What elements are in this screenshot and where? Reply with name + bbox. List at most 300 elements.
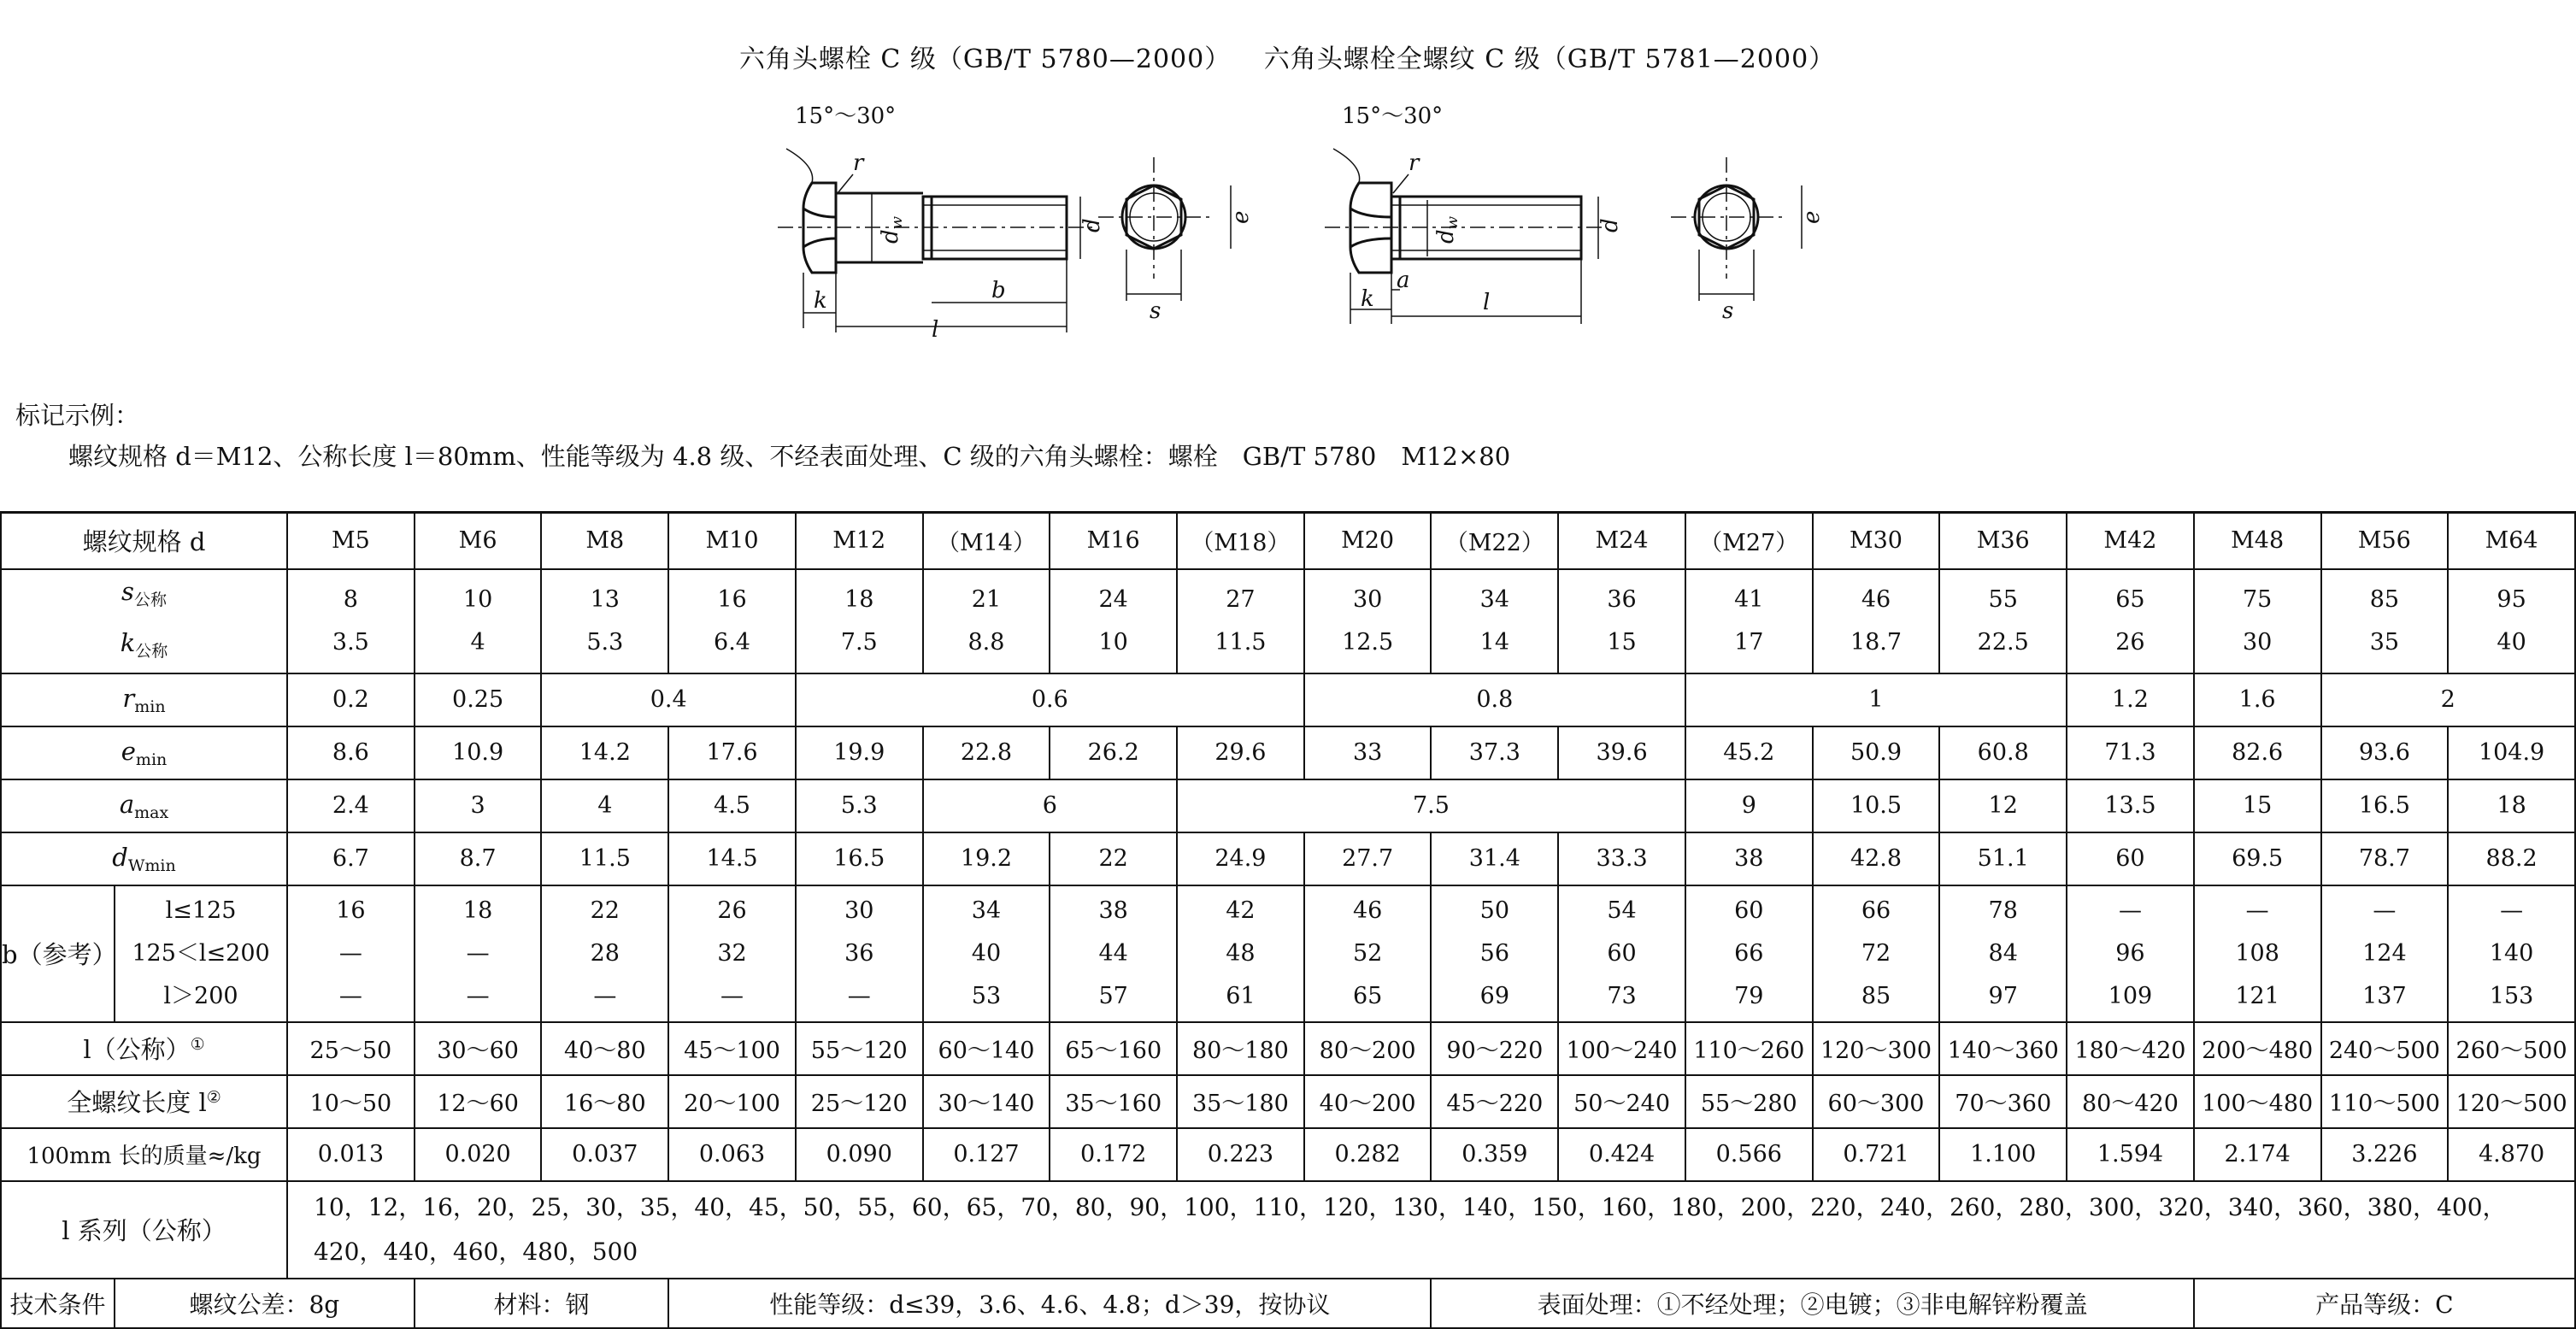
l-nominal-value: 200～480 bbox=[2194, 1022, 2321, 1075]
b-value: 69 bbox=[1479, 982, 1510, 1009]
svg-text:k: k bbox=[814, 288, 827, 314]
b-value: 18 bbox=[462, 897, 493, 924]
e-min-value: 14.2 bbox=[541, 726, 668, 779]
b-value-cell bbox=[1304, 885, 1432, 1022]
l-nominal-label bbox=[1, 1022, 287, 1075]
dw-min-value: 6.7 bbox=[287, 832, 415, 885]
e-min-value: 37.3 bbox=[1431, 726, 1558, 779]
l-nominal-value: 240～500 bbox=[2321, 1022, 2449, 1075]
mass-value: 1.594 bbox=[2067, 1128, 2194, 1181]
b-value-cell bbox=[2067, 885, 2194, 1022]
a-max-value: 5.3 bbox=[796, 779, 923, 832]
e-min-value: 8.6 bbox=[287, 726, 415, 779]
s-label bbox=[2, 570, 286, 621]
b-value: 50 bbox=[1479, 897, 1510, 924]
s-value: 65 bbox=[2115, 585, 2145, 613]
svg-text:l: l bbox=[932, 317, 939, 343]
header-label-cell: 螺纹规格 d bbox=[1, 513, 287, 569]
l-series-line-1: 10，12，16，20，25，30，35，40，45，50，55，60，65，70，80，90，100，110，120，130，140，150，160，180，200，220，240，260，280，300，320，340，360，380，400， bbox=[314, 1192, 2507, 1221]
full-thread-value: 10～50 bbox=[287, 1075, 415, 1128]
k-value: 10 bbox=[1098, 628, 1128, 656]
b-value-cell bbox=[287, 885, 415, 1022]
title-left: 六角头螺栓 C 级（GB/T 5780—2000） bbox=[738, 44, 1232, 74]
size-header-cell: M20 bbox=[1304, 513, 1432, 569]
svg-text:r: r bbox=[853, 150, 864, 176]
l-nominal-value: 110～260 bbox=[1685, 1022, 1813, 1075]
e-min-value: 50.9 bbox=[1813, 726, 1940, 779]
b-value: 60 bbox=[1734, 897, 1764, 924]
a-max-value: 15 bbox=[2194, 779, 2321, 832]
l-nominal-value: 120～300 bbox=[1813, 1022, 1940, 1075]
l-nominal-value: 180～420 bbox=[2067, 1022, 2194, 1075]
full-thread-value: 70～360 bbox=[1939, 1075, 2067, 1128]
title-right: 六角头螺栓全螺纹 C 级（GB/T 5781—2000） bbox=[1263, 44, 1836, 74]
full-thread-value: 110～500 bbox=[2321, 1075, 2449, 1128]
b-value: 57 bbox=[1098, 982, 1128, 1009]
a-max-value: 4 bbox=[541, 779, 668, 832]
l-nominal-value: 90～220 bbox=[1431, 1022, 1558, 1075]
k-label bbox=[2, 621, 286, 673]
mass-value: 0.013 bbox=[287, 1128, 415, 1181]
svg-text:k: k bbox=[1361, 286, 1374, 312]
s-k-value-cell bbox=[1431, 569, 1558, 673]
full-thread-value: 16～80 bbox=[541, 1075, 668, 1128]
k-value: 14 bbox=[1479, 628, 1510, 656]
s-k-value-cell bbox=[1813, 569, 1940, 673]
b-value-cell bbox=[1813, 885, 1940, 1022]
dw-min-value: 11.5 bbox=[541, 832, 668, 885]
l-series-label: l 系列（公称） bbox=[1, 1181, 287, 1279]
dw-min-value: 78.7 bbox=[2321, 832, 2449, 885]
r-min-value: 0.25 bbox=[415, 673, 542, 726]
s-value: 16 bbox=[717, 585, 747, 613]
mass-value: 0.172 bbox=[1050, 1128, 1177, 1181]
b-value-cell bbox=[668, 885, 796, 1022]
b-value: 96 bbox=[2115, 939, 2145, 967]
b-value: 137 bbox=[2362, 982, 2407, 1009]
b-value: — bbox=[338, 982, 362, 1009]
mass-value: 0.127 bbox=[923, 1128, 1050, 1181]
b-value: 121 bbox=[2235, 982, 2279, 1009]
size-header-cell: M30 bbox=[1813, 513, 1940, 569]
b-value: 108 bbox=[2235, 939, 2279, 967]
s-value: 24 bbox=[1098, 585, 1128, 613]
b-condition-cell bbox=[115, 885, 287, 1022]
b-value: 48 bbox=[1226, 939, 1256, 967]
b-value: — bbox=[2245, 897, 2269, 924]
s-k-value-cell bbox=[1685, 569, 1813, 673]
r-min-value: 2 bbox=[2321, 673, 2575, 726]
s-value: 41 bbox=[1734, 585, 1764, 613]
full-thread-label-text: 全螺纹长度 l bbox=[67, 1088, 207, 1117]
marking-example-label: 标记示例： bbox=[15, 401, 140, 430]
s-k-value-cell bbox=[287, 569, 415, 673]
mass-value: 0.037 bbox=[541, 1128, 668, 1181]
b-value: — bbox=[338, 939, 362, 967]
e-min-value: 45.2 bbox=[1685, 726, 1813, 779]
k-value: 7.5 bbox=[840, 628, 878, 656]
full-thread-value: 120～500 bbox=[2448, 1075, 2575, 1128]
svg-text:e: e bbox=[1799, 210, 1825, 224]
b-condition: l≤125 bbox=[165, 897, 237, 924]
full-thread-value: 20～100 bbox=[668, 1075, 796, 1128]
s-subscript: 公称 bbox=[133, 590, 167, 609]
dw-min-value: 14.5 bbox=[668, 832, 796, 885]
svg-text:15°～30°: 15°～30° bbox=[1342, 103, 1444, 129]
full-thread-label bbox=[1, 1075, 287, 1128]
dw-min-value: 33.3 bbox=[1558, 832, 1685, 885]
b-value: — bbox=[847, 982, 871, 1009]
b-value: 34 bbox=[971, 897, 1002, 924]
e-min-value: 19.9 bbox=[796, 726, 923, 779]
a-max-value: 9 bbox=[1685, 779, 1813, 832]
b-value-cell bbox=[2321, 885, 2449, 1022]
r-min-label-symbol: r bbox=[122, 683, 135, 713]
l-nominal-value: 80～200 bbox=[1304, 1022, 1432, 1075]
b-value: 79 bbox=[1734, 982, 1764, 1009]
e-min-value: 71.3 bbox=[2067, 726, 2194, 779]
l-nominal-value: 80～180 bbox=[1177, 1022, 1304, 1075]
svg-text:s: s bbox=[1722, 298, 1734, 324]
k-value: 22.5 bbox=[1977, 628, 2029, 656]
s-value: 13 bbox=[590, 585, 620, 613]
r-min-value: 1.6 bbox=[2194, 673, 2321, 726]
k-value: 40 bbox=[2497, 628, 2526, 656]
full-thread-value: 40～200 bbox=[1304, 1075, 1432, 1128]
dw-min-value: 42.8 bbox=[1813, 832, 1940, 885]
s-value: 18 bbox=[844, 585, 874, 613]
b-value: 30 bbox=[844, 897, 874, 924]
dw-min-value: 88.2 bbox=[2448, 832, 2575, 885]
dw-min-value: 51.1 bbox=[1939, 832, 2067, 885]
k-value: 15 bbox=[1607, 628, 1637, 656]
b-value: — bbox=[2500, 897, 2524, 924]
s-k-value-cell bbox=[2448, 569, 2575, 673]
b-value-cell bbox=[1685, 885, 1813, 1022]
size-header-cell: M8 bbox=[541, 513, 668, 569]
r-min-label bbox=[1, 673, 287, 726]
b-value: 52 bbox=[1352, 939, 1383, 967]
b-value: 153 bbox=[2489, 982, 2534, 1009]
dw-min-label-symbol: d bbox=[112, 842, 128, 872]
svg-text:dw: dw bbox=[1433, 215, 1461, 244]
s-symbol: s bbox=[121, 576, 134, 606]
l-nominal-value: 100～240 bbox=[1558, 1022, 1685, 1075]
e-min-label-subscript: min bbox=[135, 750, 168, 769]
mass-value: 0.090 bbox=[796, 1128, 923, 1181]
l-nominal-value: 30～60 bbox=[415, 1022, 542, 1075]
k-value: 5.3 bbox=[586, 628, 624, 656]
e-min-value: 26.2 bbox=[1050, 726, 1177, 779]
s-value: 85 bbox=[2369, 585, 2400, 613]
b-value: 65 bbox=[1352, 982, 1383, 1009]
full-thread-value: 60～300 bbox=[1813, 1075, 1940, 1128]
k-value: 18.7 bbox=[1850, 628, 1903, 656]
full-thread-value: 80～420 bbox=[2067, 1075, 2194, 1128]
b-value: 73 bbox=[1607, 982, 1637, 1009]
r-min-value: 0.4 bbox=[541, 673, 795, 726]
mass-value: 0.424 bbox=[1558, 1128, 1685, 1181]
k-value: 35 bbox=[2369, 628, 2400, 656]
mass-value: 2.174 bbox=[2194, 1128, 2321, 1181]
b-value: 53 bbox=[971, 982, 1002, 1009]
b-value-cell bbox=[2194, 885, 2321, 1022]
mass-value: 0.566 bbox=[1685, 1128, 1813, 1181]
dw-min-value: 19.2 bbox=[923, 832, 1050, 885]
l-nominal-footnote-mark: ① bbox=[190, 1035, 205, 1054]
full-thread-value: 50～240 bbox=[1558, 1075, 1685, 1128]
svg-text:r: r bbox=[1409, 150, 1420, 176]
s-k-value-cell bbox=[668, 569, 796, 673]
dw-min-value: 38 bbox=[1685, 832, 1813, 885]
a-max-label-symbol: a bbox=[119, 789, 135, 819]
r-min-label-subscript: min bbox=[134, 697, 166, 716]
size-header-cell: （M27） bbox=[1685, 513, 1813, 569]
s-value: 55 bbox=[1988, 585, 2018, 613]
svg-text:d: d bbox=[1079, 218, 1105, 232]
svg-text:15°～30°: 15°～30° bbox=[795, 103, 897, 129]
k-value: 6.4 bbox=[714, 628, 750, 656]
s-k-value-cell bbox=[415, 569, 542, 673]
b-value: 85 bbox=[1861, 982, 1891, 1009]
full-thread-value: 45～220 bbox=[1431, 1075, 1558, 1128]
e-min-value: 33 bbox=[1304, 726, 1432, 779]
b-value: 42 bbox=[1226, 897, 1256, 924]
size-header-cell: M36 bbox=[1939, 513, 2067, 569]
e-min-value: 17.6 bbox=[668, 726, 796, 779]
s-k-value-cell bbox=[1177, 569, 1304, 673]
mass-value: 0.020 bbox=[415, 1128, 542, 1181]
size-header-cell: M6 bbox=[415, 513, 542, 569]
k-value: 8.8 bbox=[967, 628, 1005, 656]
a-max-value: 10.5 bbox=[1813, 779, 1940, 832]
mass-value: 0.223 bbox=[1177, 1128, 1304, 1181]
s-value: 21 bbox=[971, 585, 1002, 613]
size-header-cell: （M14） bbox=[923, 513, 1050, 569]
e-min-value: 39.6 bbox=[1558, 726, 1685, 779]
k-value: 30 bbox=[2242, 628, 2273, 656]
s-value: 75 bbox=[2242, 585, 2273, 613]
s-k-value-cell bbox=[1304, 569, 1432, 673]
spec-table bbox=[0, 511, 2576, 1329]
a-max-value: 2.4 bbox=[287, 779, 415, 832]
size-header-cell: M42 bbox=[2067, 513, 2194, 569]
svg-text:dw: dw bbox=[878, 215, 906, 244]
svg-text:s: s bbox=[1150, 298, 1162, 324]
b-value: 40 bbox=[971, 939, 1002, 967]
dw-min-value: 31.4 bbox=[1431, 832, 1558, 885]
b-value-cell bbox=[1939, 885, 2067, 1022]
b-value-cell bbox=[541, 885, 668, 1022]
s-value: 34 bbox=[1479, 585, 1510, 613]
page-title bbox=[0, 38, 2574, 75]
k-subscript: 公称 bbox=[135, 641, 168, 661]
s-k-value-cell bbox=[1558, 569, 1685, 673]
b-value: — bbox=[2373, 897, 2397, 924]
size-header-cell: M5 bbox=[287, 513, 415, 569]
svg-text:d: d bbox=[1597, 218, 1623, 232]
s-k-value-cell bbox=[2321, 569, 2449, 673]
k-symbol: k bbox=[120, 627, 136, 657]
b-value-cell bbox=[1050, 885, 1177, 1022]
mass-value: 4.870 bbox=[2448, 1128, 2575, 1181]
e-min-value: 60.8 bbox=[1939, 726, 2067, 779]
size-header-cell: M64 bbox=[2448, 513, 2575, 569]
b-value: 32 bbox=[717, 939, 747, 967]
size-header-cell: M56 bbox=[2321, 513, 2449, 569]
svg-text:a: a bbox=[1397, 268, 1410, 293]
s-k-value-cell bbox=[923, 569, 1050, 673]
b-value-cell bbox=[1177, 885, 1304, 1022]
l-series-line-2: 420，440，460，480，500 bbox=[314, 1237, 638, 1266]
l-nominal-value: 260～500 bbox=[2448, 1022, 2575, 1075]
e-min-value: 104.9 bbox=[2448, 726, 2575, 779]
b-value: 97 bbox=[1988, 982, 2018, 1009]
size-header-cell: M10 bbox=[668, 513, 796, 569]
k-value: 17 bbox=[1734, 628, 1764, 656]
full-thread-value: 30～140 bbox=[923, 1075, 1050, 1128]
size-header-cell: （M22） bbox=[1431, 513, 1558, 569]
dw-min-value: 24.9 bbox=[1177, 832, 1304, 885]
b-value: 61 bbox=[1226, 982, 1256, 1009]
a-max-value: 13.5 bbox=[2067, 779, 2194, 832]
size-header-cell: （M18） bbox=[1177, 513, 1304, 569]
r-min-value: 0.8 bbox=[1304, 673, 1685, 726]
b-value: 66 bbox=[1734, 939, 1764, 967]
a-max-value: 18 bbox=[2448, 779, 2575, 832]
s-value: 27 bbox=[1226, 585, 1256, 613]
l-nominal-value: 65～160 bbox=[1050, 1022, 1177, 1075]
r-min-value: 1 bbox=[1685, 673, 2067, 726]
s-k-value-cell bbox=[2194, 569, 2321, 673]
b-value: 54 bbox=[1607, 897, 1637, 924]
l-nominal-value: 55～120 bbox=[796, 1022, 923, 1075]
s-value: 95 bbox=[2497, 585, 2526, 613]
b-value: 140 bbox=[2489, 939, 2534, 967]
b-value: 66 bbox=[1861, 897, 1891, 924]
s-k-label-cell bbox=[1, 569, 287, 673]
full-thread-value: 55～280 bbox=[1685, 1075, 1813, 1128]
b-condition: 125＜l≤200 bbox=[132, 939, 270, 967]
k-value: 4 bbox=[470, 628, 485, 656]
tech-material: 材料：钢 bbox=[415, 1279, 668, 1328]
a-max-label-subscript: max bbox=[134, 803, 169, 822]
b-value-cell bbox=[2448, 885, 2575, 1022]
b-value-cell bbox=[1431, 885, 1558, 1022]
tech-product-grade: 产品等级：C bbox=[2194, 1279, 2575, 1328]
mass-label: 100mm 长的质量≈/kg bbox=[1, 1128, 287, 1181]
l-nominal-value: 60～140 bbox=[923, 1022, 1050, 1075]
e-min-value: 93.6 bbox=[2321, 726, 2449, 779]
s-k-value-cell bbox=[1939, 569, 2067, 673]
k-value: 26 bbox=[2115, 628, 2145, 656]
a-max-label bbox=[1, 779, 287, 832]
s-k-value-cell bbox=[2067, 569, 2194, 673]
b-value: 60 bbox=[1607, 939, 1637, 967]
s-value: 36 bbox=[1607, 585, 1637, 613]
full-thread-value: 35～180 bbox=[1177, 1075, 1304, 1128]
e-min-value: 10.9 bbox=[415, 726, 542, 779]
e-min-value: 22.8 bbox=[923, 726, 1050, 779]
a-max-value: 7.5 bbox=[1177, 779, 1685, 832]
bolt-drawing-full-thread bbox=[1308, 89, 1825, 345]
l-nominal-value: 25～50 bbox=[287, 1022, 415, 1075]
mass-value: 0.359 bbox=[1431, 1128, 1558, 1181]
tech-label: 技术条件 bbox=[1, 1279, 115, 1328]
b-value: 28 bbox=[590, 939, 620, 967]
size-header-cell: M16 bbox=[1050, 513, 1177, 569]
b-value: — bbox=[593, 982, 617, 1009]
tech-property-class: 性能等级：d≤39，3.6、4.6、4.8；d＞39，按协议 bbox=[668, 1279, 1431, 1328]
b-value: 44 bbox=[1098, 939, 1128, 967]
dw-min-value: 16.5 bbox=[796, 832, 923, 885]
a-max-value: 16.5 bbox=[2321, 779, 2449, 832]
r-min-value: 0.2 bbox=[287, 673, 415, 726]
l-nominal-value: 40～80 bbox=[541, 1022, 668, 1075]
dw-min-value: 27.7 bbox=[1304, 832, 1432, 885]
dw-min-value: 22 bbox=[1050, 832, 1177, 885]
b-value: 22 bbox=[590, 897, 620, 924]
s-value: 46 bbox=[1861, 585, 1891, 613]
full-thread-value: 100～480 bbox=[2194, 1075, 2321, 1128]
b-value: 124 bbox=[2362, 939, 2407, 967]
k-value: 3.5 bbox=[332, 628, 369, 656]
full-thread-value: 35～160 bbox=[1050, 1075, 1177, 1128]
b-value: 56 bbox=[1479, 939, 1510, 967]
s-value: 8 bbox=[343, 585, 358, 613]
b-value: 38 bbox=[1098, 897, 1128, 924]
b-value-cell bbox=[1558, 885, 1685, 1022]
size-header-cell: M12 bbox=[796, 513, 923, 569]
full-thread-value: 12～60 bbox=[415, 1075, 542, 1128]
b-value: 26 bbox=[717, 897, 747, 924]
e-min-value: 29.6 bbox=[1177, 726, 1304, 779]
tech-surface-treatment: 表面处理：①不经处理；②电镀；③非电解锌粉覆盖 bbox=[1431, 1279, 2193, 1328]
k-value: 12.5 bbox=[1342, 628, 1394, 656]
b-value: 84 bbox=[1988, 939, 2018, 967]
dw-min-value: 60 bbox=[2067, 832, 2194, 885]
b-value: — bbox=[720, 982, 744, 1009]
s-k-value-cell bbox=[796, 569, 923, 673]
b-value: 109 bbox=[2108, 982, 2153, 1009]
mass-value: 0.282 bbox=[1304, 1128, 1432, 1181]
b-value: 16 bbox=[336, 897, 366, 924]
mass-value: 1.100 bbox=[1939, 1128, 2067, 1181]
l-nominal-value: 45～100 bbox=[668, 1022, 796, 1075]
b-value: — bbox=[466, 982, 490, 1009]
full-thread-value: 25～120 bbox=[796, 1075, 923, 1128]
bolt-drawing-partial-thread bbox=[752, 89, 1265, 345]
b-value: 78 bbox=[1988, 897, 2018, 924]
dw-min-value: 8.7 bbox=[415, 832, 542, 885]
b-ref-label: b（参考） bbox=[1, 885, 115, 1022]
svg-text:l: l bbox=[1483, 290, 1491, 315]
tech-thread-tolerance: 螺纹公差：8g bbox=[115, 1279, 415, 1328]
svg-text:e: e bbox=[1228, 210, 1254, 224]
l-nominal-label-text: l（公称） bbox=[83, 1035, 191, 1064]
svg-text:b: b bbox=[991, 278, 1006, 303]
a-max-value: 6 bbox=[923, 779, 1177, 832]
b-value-cell bbox=[796, 885, 923, 1022]
l-series-values bbox=[287, 1181, 2575, 1279]
s-value: 10 bbox=[462, 585, 493, 613]
e-min-label-symbol: e bbox=[121, 736, 136, 766]
k-value: 11.5 bbox=[1214, 628, 1267, 656]
size-header-cell: M24 bbox=[1558, 513, 1685, 569]
s-k-value-cell bbox=[541, 569, 668, 673]
l-nominal-value: 140～360 bbox=[1939, 1022, 2067, 1075]
b-value: 36 bbox=[844, 939, 874, 967]
